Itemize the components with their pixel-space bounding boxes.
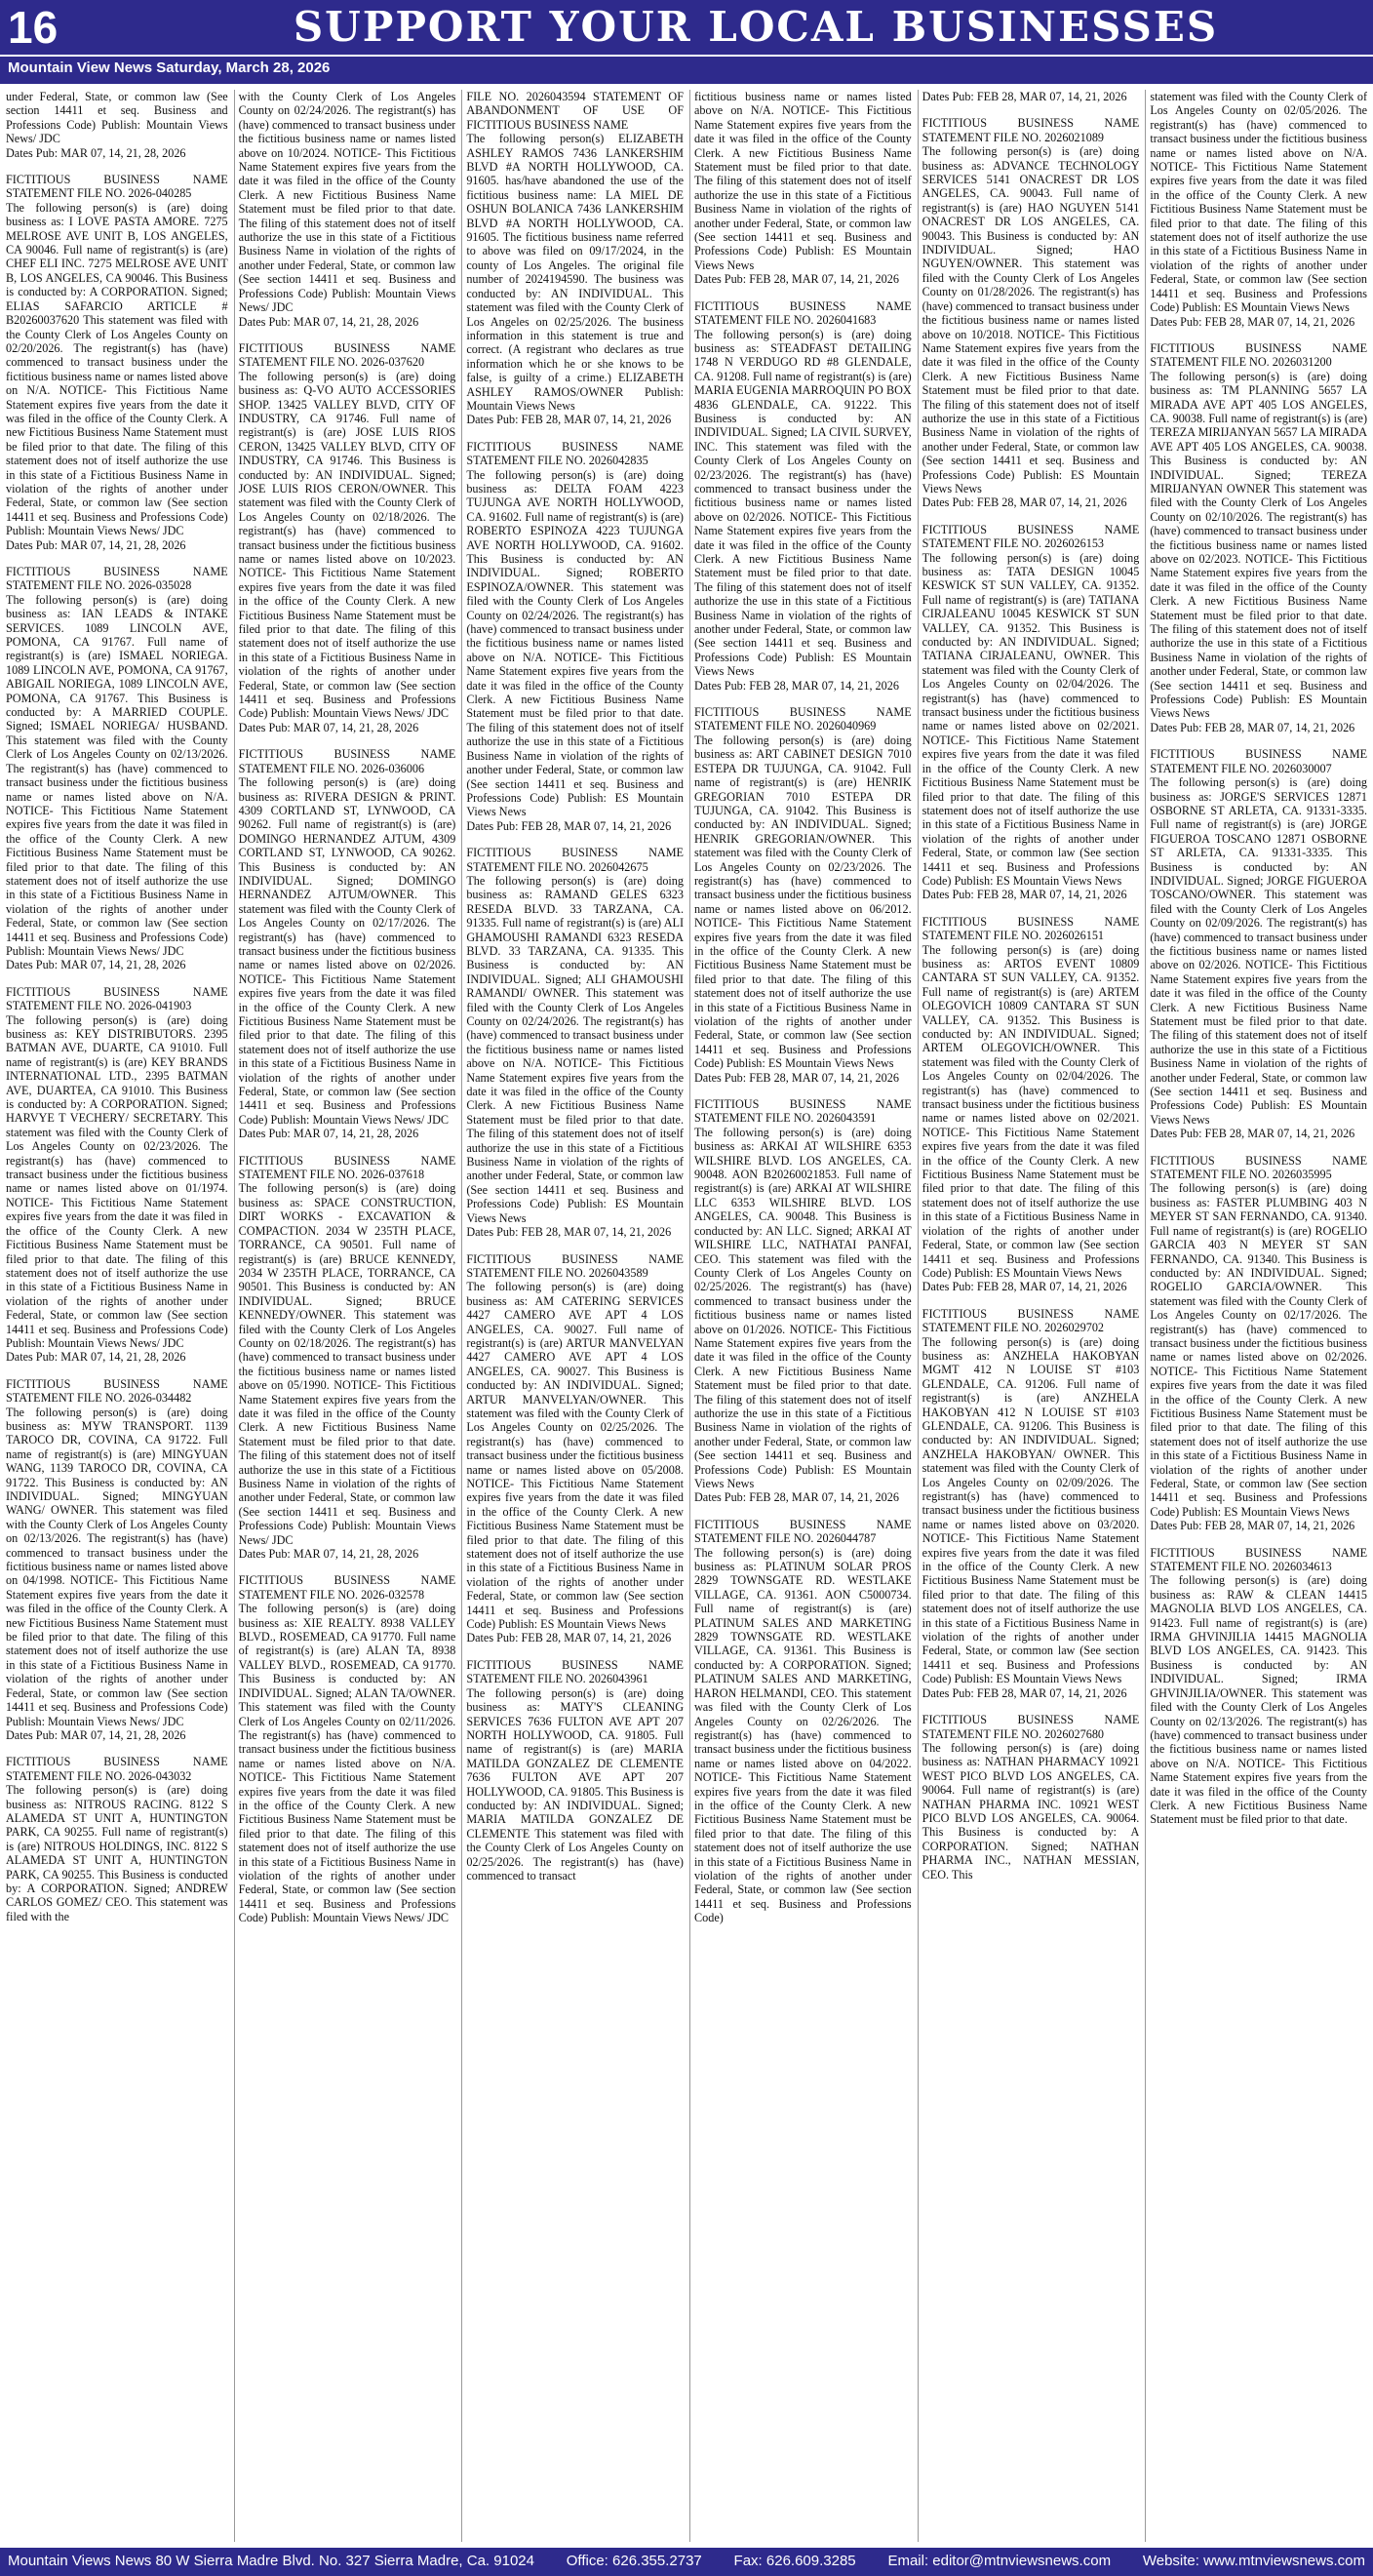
notice-body: The following person(s) is (are) doing business as: TM PLANNING 5657 LA MIRADA AVE APT 405 LOS ANGELES, CA. 90038. Full name of registrant(s) is (are) TEREZA MIRIJANYAN 5657 LA MIRADA AVE APT 405 LOS ANGELES, CA. 90038. This Business is conducted by: AN INDIVIDUAL. Signed; TEREZA MIRIJANYAN OWNER This statement was filed with the County Clerk of Los Angeles County on 02/10/2026. The registrant(s) has (have) commenced to transact business under the fictitious business name or names listed above on 02/2023. NOTICE- This Fictitious Name Statement expires five years from the date it was filed in the office of the County Clerk. A new Fictitious Business Name Statement must be filed prior to that date. The filing of this statement does not of itself authorize the use in this state of a Fictitious Business Name in violation of the rights of another under Federal, State, or common law (See section 14411 et seq. Business and Professions Code) Publish: ES Mountain Views News <box>1150 369 1367 721</box>
legal-notice <box>922 915 1140 1294</box>
notice-body: The following person(s) is (are) doing business as: RAW & CLEAN 14415 MAGNOLIA BLVD LOS ANGELES, CA. 91423. Full name of registrant(s) is (are) IRMA GHVINJILIA 14415 MAGNOLIA BLVD LOS ANGELES, CA. 91423. This Business is conducted by: AN INDIVIDUAL. Signed; IRMA GHVINJILIA/OWNER. This statement was filed with the County Clerk of Los Angeles County on 02/13/2026. The registrant(s) has (have) commenced to transact business under the fictitious business name or names listed above on N/A. NOTICE- This Fictitious Name Statement expires five years from the date it was filed in the office of the County Clerk. A new Fictitious Business Name Statement must be filed prior to that date. <box>1150 1573 1367 1827</box>
notice-body: The following person(s) is (are) doing business as: DELTA FOAM 4223 TUJUNGA AVE NORTH HOLLYWOOD, CA. 91602. Full name of registrant(s) is (are) ROBERTO ESPINOZA 4223 TUJUNGA AVE NORTH HOLLYWOOD, CA. 91602. This Business is conducted by: AN INDIVIDUAL. Signed; ROBERTO ESPINOZA/OWNER. This statement was filed with the County Clerk of Los Angeles County on 02/24/2026. The registrant(s) has (have) commenced to transact business under the fictitious business name or names listed above on N/A. NOTICE- This Fictitious Name Statement expires five years from the date it was filed in the office of the County Clerk. A new Fictitious Business Name Statement must be filed prior to that date. The filing of this statement does not of itself authorize the use in this state of a Fictitious Business Name in violation of the rights of another under Federal, State, or common law (See section 14411 et seq. Business and Professions Code) Publish: ES Mountain Views News <box>466 467 684 819</box>
notice-title: FICTITIOUS BUSINESS NAME STATEMENT FILE NO. 2026-036006 <box>238 747 456 775</box>
legal-notice <box>6 173 228 552</box>
legal-notice <box>1150 747 1367 1140</box>
notice-dates: Dates Pub: FEB 28, MAR 07, 14, 21, 2026 <box>466 1631 672 1645</box>
legal-notice <box>1150 341 1367 734</box>
notice-body: The following person(s) is (are) doing business as: STEADFAST DETAILING 1748 N VERDUGO RD #8 GLENDALE, CA. 91208. Full name of registrant(s) is (are) MARIA EUGENIA MARROQUIN PO BOX 4836 GLENDALE, CA. 91222. This Business is conducted by: AN INDIVIDUAL. Signed; LA CIVIL SURVEY, INC. This statement was filed with the County Clerk of Los Angeles County on 02/23/2026. The registrant(s) has (have) commenced to transact business under the fictitious business name or names listed above on 02/2026. NOTICE- This Fictitious Name Statement expires five years from the date it was filed in the office of the County Clerk. A new Fictitious Business Name Statement must be filed prior to that date. The filing of this statement does not of itself authorize the use in this state of a Fictitious Business Name in violation of the rights of another under Federal, State, or common law (See section 14411 et seq. Business and Professions Code) Publish: ES Mountain Views News <box>694 327 912 679</box>
notice-column-5 <box>918 90 1140 2542</box>
notice-body: The following person(s) is (are) doing business as: AM CATERING SERVICES 4427 CAMERO AVE APT 4 LOS ANGELES, CA. 90027. Full name of registrant(s) is (are) ARTUR MANVELYAN 4427 CAMERO AVE APT 4 LOS ANGELES, CA. 90027. This Business is conducted by: AN INDIVIDUAL. Signed; ARTUR MANVELYAN/OWNER. This statement was filed with the County Clerk of Los Angeles County on 02/25/2026. The registrant(s) has (have) commenced to transact business under the fictitious business name or names listed above on 05/2008. NOTICE- This Fictitious Name Statement expires five years from the date it was filed in the office of the County Clerk. A new Fictitious Business Name Statement must be filed prior to that date. The filing of this statement does not of itself authorize the use in this state of a Fictitious Business Name in violation of the rights of another under Federal, State, or common law (See section 14411 et seq. Business and Professions Code) Publish: ES Mountain Views News <box>466 1280 684 1632</box>
legal-notice <box>694 1518 912 1925</box>
notice-body: The following person(s) is (are) doing business as: MYW TRANSPORT. 1139 TAROCO DR, COVINA, CA 91722. Full name of registrant(s) is (are) MINGYUAN WANG, 1139 TAROCO DR, COVINA, CA 91722. This Business is conducted by: AN INDIVIDUAL. Signed; MINGYUAN WANG/ OWNER. This statement was filed with the County Clerk of Los Angeles County on 02/13/2026. The registrant(s) has (have) commenced to transact business under the fictitious business name or names listed above on 04/1998. NOTICE- This Fictitious Name Statement expires five years from the date it was filed in the office of the County Clerk. A new Fictitious Business Name Statement must be filed prior to that date. The filing of this statement does not of itself authorize the use in this state of a Fictitious Business Name in violation of the rights of another under Federal, State, or common law (See section 14411 et seq. Business and Professions Code) Publish: Mountain Views News/ JDC <box>6 1405 228 1728</box>
notice-body: The following person(s) is (are) doing business as: RIVERA DESIGN & PRINT. 4309 CORTLAND ST, LYNWOOD, CA 90262. Full name of registrant(s) is (are) DOMINGO HERNANDEZ AJTUM, 4309 CORTLAND ST, LYNWOOD, CA 90262. This Business is conducted by: AN INDIVIDUAL. Signed; DOMINGO HERNANDEZ AJTUM/OWNER. This statement was filed with the County Clerk of Los Angeles County on 02/17/2026. The registrant(s) has (have) commenced to transact business under the fictitious business name or names listed above on 02/2026. NOTICE- This Fictitious Name Statement expires five years from the date it was filed in the office of the County Clerk. A new Fictitious Business Name Statement must be filed prior to that date. The filing of this statement does not of itself authorize the use in this state of a Fictitious Business Name in violation of the rights of another under Federal, State, or common law (See section 14411 et seq. Business and Professions Code) Publish: Mountain Views News/ JDC <box>238 775 456 1127</box>
notice-title: FICTITIOUS BUSINESS NAME STATEMENT FILE NO. 2026-040285 <box>6 173 228 201</box>
legal-notice <box>694 705 912 1085</box>
notice-title: FICTITIOUS BUSINESS NAME STATEMENT FILE NO. 2026026151 <box>922 914 1140 943</box>
legal-notice <box>6 565 228 972</box>
legal-notices-columns <box>6 90 1367 2542</box>
notice-title: FILE NO. 2026043594 STATEMENT OF ABANDONMENT OF USE OF FICTITIOUS BUSINESS NAME <box>466 90 684 132</box>
notice-body: The following person(s) is (are) doing business as: ANZHELA HAKOBYAN MGMT 412 N LOUISE ST #103 GLENDALE, CA. 91206. Full name of registrant(s) is (are) ANZHELA HAKOBYAN 412 N LOUISE ST #103 GLENDALE, CA. 91206. This Business is conducted by: AN INDIVIDUAL. Signed; ANZHELA HAKOBYAN/ OWNER. This statement was filed with the County Clerk of Los Angeles County on 02/09/2026. The registrant(s) has (have) commenced to transact business under the fictitious business name or names listed above on 03/2020. NOTICE- This Fictitious Name Statement expires five years from the date it was filed in the office of the County Clerk. A new Fictitious Business Name Statement must be filed prior to that date. The filing of this statement does not of itself authorize the use in this state of a Fictitious Business Name in violation of the rights of another under Federal, State, or common law (See section 14411 et seq. Business and Professions Code) Publish: ES Mountain Views News <box>922 1334 1140 1686</box>
section-title: SUPPORT YOUR LOCAL BUSINESSES <box>293 3 1219 51</box>
notice-dates: Dates Pub: FEB 28, MAR 07, 14, 21, 2026 <box>922 90 1127 103</box>
notice-title: FICTITIOUS BUSINESS NAME STATEMENT FILE NO. 2026021089 <box>922 116 1140 144</box>
notice-body: The following person(s) is (are) doing business as: IAN LEADS & INTAKE SERVICES. 1089 LINCOLN AVE, POMONA, CA 91767. Full name of registrant(s) is (are) ISMAEL NORIEGA. 1089 LINCOLN AVE, POMONA, CA 91767, ABIGAIL NORIEGA, 1089 LINCOLN AVE, POMONA, CA 91767. This Business is conducted by: A MARRIED COUPLE. Signed; ISMAEL NORIEGA/ HUSBAND. This statement was filed with the County Clerk of Los Angeles County on 02/13/2026. The registrant(s) has (have) commenced to transact business under the fictitious business name or names listed above on N/A. NOTICE- This Fictitious Name Statement expires five years from the date it was filed in the office of the County Clerk. A new Fictitious Business Name Statement must be filed prior to that date. The filing of this statement does not of itself authorize the use in this state of a Fictitious Business Name in violation of the rights of another under Federal, State, or common law (See section 14411 et seq. Business and Professions Code) Publish: Mountain Views News/ JDC <box>6 592 228 958</box>
notice-body: statement was filed with the County Clerk of Los Angeles County on 02/05/2026. The registrant(s) has (have) commenced to transact business under the fictitious business name or names listed above on N/A. NOTICE- This Fictitious Name Statement expires five years from the date it was filed in the office of the County Clerk. A new Fictitious Business Name Statement must be filed prior to that date. The filing of this statement does not of itself authorize the use in this state of a Fictitious Business Name in violation of the rights of another under Federal, State, or common law (See section 14411 et seq. Business and Professions Code) Publish: ES Mountain Views News <box>1150 90 1367 315</box>
legal-notice <box>6 985 228 1365</box>
legal-notice <box>922 1307 1140 1700</box>
notice-body: The following person(s) is (are) doing business as: MATY'S CLEANING SERVICES 7636 FULTON AVE APT 207 NORTH HOLLYWOOD, CA. 91805. Full name of registrant(s) is (are) MARIA MATILDA GONZALEZ DE CLEMENTE 7636 FULTON AVE APT 207 HOLLYWOOD, CA. 91805. This Business is conducted by: AN INDIVIDUAL. Signed; MARIA MATILDA GONZALEZ DE CLEMENTE This statement was filed with the County Clerk of Los Angeles County on 02/25/2026. The registrant(s) has (have) commenced to transact <box>466 1685 684 1882</box>
footer-office-phone: Office: 626.355.2737 <box>566 2553 702 2569</box>
notice-title: FICTITIOUS BUSINESS NAME STATEMENT FILE NO. 2026029702 <box>922 1306 1140 1335</box>
notice-body: The following person(s) is (are) doing business as: TATA DESIGN 10045 KESWICK ST SUN VALLEY, CA. 91352. Full name of registrant(s) is (are) TATIANA CIRJALEANU 10045 KESWICK ST SUN VALLEY, CA. 91352. This Business is conducted by: AN INDIVIDUAL. Signed; TATIANA CIRJALEANU, OWNER. This statement was filed with the County Clerk of Los Angeles County on 02/04/2026. The registrant(s) has (have) commenced to transact business under the fictitious business name or names listed above on 02/2021. NOTICE- This Fictitious Name Statement expires five years from the date it was filed in the office of the County Clerk. A new Fictitious Business Name Statement must be filed prior to that date. The filing of this statement does not of itself authorize the use in this state of a Fictitious Business Name in violation of the rights of another under Federal, State, or common law (See section 14411 et seq. Business and Professions Code) Publish: ES Mountain Views News <box>922 550 1140 888</box>
notice-dates: Dates Pub: FEB 28, MAR 07, 14, 21, 2026 <box>922 1685 1127 1700</box>
legal-notice <box>694 90 912 287</box>
notice-body: The following person(s) is (are) doing business as: KEY DISTRIBUTORS. 2395 BATMAN AVE, DUARTE, CA 91010. Full name of registrant(s) is (are) KEY BRANDS INTERNATIONAL LTD., 2395 BATMAN AVE, DUARTEA, CA 91010. This Business is conducted by: A CORPORATION. Signed; HARVYE T VECHERY/ SECRETARY. This statement was filed with the County Clerk of Los Angeles County on 02/23/2026. The registrant(s) has (have) commenced to transact business under the fictitious business name or names listed above on 01/1974. NOTICE- This Fictitious Name Statement expires five years from the date it was filed in the office of the County Clerk. A new Fictitious Business Name Statement must be filed prior to that date. The filing of this statement does not of itself authorize the use in this state of a Fictitious Business Name in violation of the rights of another under Federal, State, or common law (See section 14411 et seq. Business and Professions Code) Publish: Mountain Views News/ JDC <box>6 1012 228 1350</box>
legal-notice <box>922 116 1140 509</box>
notice-title: FICTITIOUS BUSINESS NAME STATEMENT FILE NO. 2026-043032 <box>6 1755 228 1783</box>
notice-title: FICTITIOUS BUSINESS NAME STATEMENT FILE NO. 2026-041903 <box>6 984 228 1013</box>
legal-notice <box>239 1154 456 1562</box>
notice-body: The following person(s) is (are) doing business as: XIE REALTY. 8938 VALLEY BLVD., ROSEMEAD, CA 91770. Full name of registrant(s) is (are) ALAN TA, 8938 VALLEY BLVD., ROSEMEAD, CA 91770. This Business is conducted by: AN INDIVIDUAL. Signed; ALAN TA/OWNER. This statement was filed with the County Clerk of Los Angeles County on 02/11/2026. The registrant(s) has (have) commenced to transact business under the fictitious business name or names listed above on N/A. NOTICE- This Fictitious Name Statement expires five years from the date it was filed in the office of the County Clerk. A new Fictitious Business Name Statement must be filed prior to that date. The filing of this statement does not of itself authorize the use in this state of a Fictitious Business Name in violation of the rights of another under Federal, State, or common law (See section 14411 et seq. Business and Professions Code) Publish: Mountain Views News/ JDC <box>238 1602 456 1925</box>
legal-notice <box>466 1658 684 1883</box>
notice-title: FICTITIOUS BUSINESS NAME STATEMENT FILE NO. 2026-032578 <box>238 1573 456 1602</box>
footer-info <box>8 2553 1365 2569</box>
notice-dates: Dates Pub: FEB 28, MAR 07, 14, 21, 2026 <box>466 413 672 427</box>
notice-body: The following person(s) is (are) doing business as: ART CABINET DESIGN 7010 ESTEPA DR TUJUNGA, CA. 91042. Full name of registrant(s) is (are) HENRIK GREGORIAN 7010 ESTEPA DR TUJUNGA, CA. 91042. This Business is conducted by: AN INDIVIDUAL. Signed; HENRIK GREGORIAN/OWNER. This statement was filed with the County Clerk of Los Angeles County on 02/23/2026. The registrant(s) has (have) commenced to transact business under the fictitious business name or names listed above on 06/2012. NOTICE- This Fictitious Name Statement expires five years from the date it was filed in the office of the County Clerk. A new Fictitious Business Name Statement must be filed prior to that date. The filing of this statement does not of itself authorize the use in this state of a Fictitious Business Name in violation of the rights of another under Federal, State, or common law (See section 14411 et seq. Business and Professions Code) Publish: ES Mountain Views News <box>694 733 912 1071</box>
notice-body: The following person(s) is (are) doing business as: ADVANCE TECHNOLOGY SERVICES 5141 ONACREST DR LOS ANGELES, CA. 90043. Full name of registrant(s) is (are) HAO NGUYEN 5141 ONACREST DR LOS ANGELES, CA. 90043. This Business is conducted by: AN INDIVIDUAL. Signed; HAO NGUYEN/OWNER. This statement was filed with the County Clerk of Los Angeles County on 01/28/2026. The registrant(s) has (have) commenced to transact business under the fictitious business name or names listed above on 10/2018. NOTICE- This Fictitious Name Statement expires five years from the date it was filed in the office of the County Clerk. A new Fictitious Business Name Statement must be filed prior to that date. The filing of this statement does not of itself authorize the use in this state of a Fictitious Business Name in violation of the rights of another under Federal, State, or common law (See section 14411 et seq. Business and Professions Code) Publish: ES Mountain Views News <box>922 144 1140 495</box>
notice-title: FICTITIOUS BUSINESS NAME STATEMENT FILE NO. 2026044787 <box>694 1517 912 1546</box>
notice-body: The following person(s) is (are) doing business as: FASTER PLUMBING 403 N MEYER ST SAN FERNANDO, CA. 91340. Full name of registrant(s) is (are) ROGELIO GARCIA 403 N MEYER ST SAN FERNANDO, CA. 91340. This Business is conducted by: AN INDIVIDUAL. Signed; ROGELIO GARCIA/OWNER. This statement was filed with the County Clerk of Los Angeles County on 02/17/2026. The registrant(s) has (have) commenced to transact business under the fictitious business name or names listed above on 02/2026. NOTICE- This Fictitious Name Statement expires five years from the date it was filed in the office of the County Clerk. A new Fictitious Business Name Statement must be filed prior to that date. The filing of this statement does not of itself authorize the use in this state of a Fictitious Business Name in violation of the rights of another under Federal, State, or common law (See section 14411 et seq. Business and Professions Code) Publish: ES Mountain Views News <box>1150 1181 1367 1519</box>
notice-dates: Dates Pub: MAR 07, 14, 21, 28, 2026 <box>238 314 419 329</box>
legal-notice <box>239 747 456 1140</box>
legal-notice <box>466 440 684 833</box>
notice-dates: Dates Pub: FEB 28, MAR 07, 14, 21, 2026 <box>1150 1127 1355 1141</box>
notice-title: FICTITIOUS BUSINESS NAME STATEMENT FILE NO. 2026026153 <box>922 522 1140 551</box>
notice-column-1 <box>6 90 228 2542</box>
legal-notice <box>466 846 684 1239</box>
notice-dates: Dates Pub: MAR 07, 14, 21, 28, 2026 <box>238 1127 419 1141</box>
notice-column-2 <box>234 90 456 2542</box>
notice-dates: Dates Pub: FEB 28, MAR 07, 14, 21, 2026 <box>1150 1519 1355 1533</box>
notice-body: The following person(s) is (are) doing business as: ARKAI AT WILSHIRE 6353 WILSHIRE BLVD. LOS ANGELES, CA. 90048. AON B20260021853. Full name of registrant(s) is (are) ARKAI AT WILSHIRE LLC 6353 WILSHIRE BLVD. LOS ANGELES, CA. 90048. This Business is conducted by: AN LLC. Signed; ARKAI AT WILSHIRE LLC, NATHATAI PANFAI, CEO. This statement was filed with the County Clerk of Los Angeles County on 02/25/2026. The registrant(s) has (have) commenced to transact business under the fictitious business name or names listed above on 01/2026. NOTICE- This Fictitious Name Statement expires five years from the date it was filed in the office of the County Clerk. A new Fictitious Business Name Statement must be filed prior to that date. The filing of this statement does not of itself authorize the use in this state of a Fictitious Business Name in violation of the rights of another under Federal, State, or common law (See section 14411 et seq. Business and Professions Code) Publish: ES Mountain Views News <box>694 1125 912 1490</box>
notice-dates: Dates Pub: FEB 28, MAR 07, 14, 21, 2026 <box>466 818 672 833</box>
legal-notice <box>239 90 456 329</box>
notice-title: FICTITIOUS BUSINESS NAME STATEMENT FILE NO. 2026041683 <box>694 298 912 328</box>
legal-notice <box>6 1377 228 1743</box>
notice-dates: Dates Pub: FEB 28, MAR 07, 14, 21, 2026 <box>922 495 1127 510</box>
notice-dates: Dates Pub: MAR 07, 14, 21, 28, 2026 <box>6 537 186 552</box>
legal-notice <box>922 90 1140 103</box>
notice-body: The following person(s) is (are) doing business as: PLATINUM SOLAR PROS 2829 TOWNSGATE RD. WESTLAKE VILLAGE, CA. 91361. AON C5000734. Full name of registrant(s) is (are) PLATINUM SALES AND MARKETING 2829 TOWNSGATE RD. WESTLAKE VILLAGE, CA. 91361. This Business is conducted by: A CORPORATION. Signed; PLATINUM SALES AND MARKETING, HARON HELMANDI, CEO. This statement was filed with the County Clerk of Los Angeles County on 02/26/2026. The registrant(s) has (have) commenced to transact business under the fictitious business name or names listed above on 04/2022. NOTICE- This Fictitious Name Statement expires five years from the date it was filed in the office of the County Clerk. A new Fictitious Business Name Statement must be filed prior to that date. The filing of this statement does not of itself authorize the use in this state of a Fictitious Business Name in violation of the rights of another under Federal, State, or common law (See section 14411 et seq. Business and Professions Code) <box>694 1545 912 1925</box>
notice-title: FICTITIOUS BUSINESS NAME STATEMENT FILE NO. 2026034613 <box>1150 1545 1367 1574</box>
notice-column-4 <box>689 90 912 2542</box>
notice-body: The following person(s) is (are) doing business as: RAMAND GELES 6323 RESEDA BLVD. 33 TARZANA, CA. 91335. Full name of registrant(s) is (are) ALI GHAMOUSHI RAMANDI 6323 RESEDA BLVD. 33 TARZANA, CA. 91335. This Business is conducted by: AN INDIVIDUAL. Signed; ALI GHAMOUSHI RAMANDI/ OWNER. This statement was filed with the County Clerk of Los Angeles County on 02/24/2026. The registrant(s) has (have) commenced to transact business under the fictitious business name or names listed above on N/A. NOTICE- This Fictitious Name Statement expires five years from the date it was filed in the office of the County Clerk. A new Fictitious Business Name Statement must be filed prior to that date. The filing of this statement does not of itself authorize the use in this state of a Fictitious Business Name in violation of the rights of another under Federal, State, or common law (See section 14411 et seq. Business and Professions Code) Publish: ES Mountain Views News <box>466 873 684 1225</box>
legal-notice <box>6 1755 228 1923</box>
notice-dates: Dates Pub: MAR 07, 14, 21, 28, 2026 <box>238 1547 419 1562</box>
legal-notice <box>694 299 912 693</box>
notice-dates: Dates Pub: FEB 28, MAR 07, 14, 21, 2026 <box>922 1280 1127 1294</box>
notice-body: The following person(s) is (are) doing business as: Q-VO AUTO ACCESSORIES SHOP. 13425 VALLEY BLVD, CITY OF INDUSTRY, CA 91746. Full name of registrant(s) is (are) JOSE LUIS RIOS CERON, 13425 VALLEY BLVD, CITY OF INDUSTRY, CA 91746. This Business is conducted by: AN INDIVIDUAL. Signed; JOSE LUIS RIOS CERON/OWNER. This statement was filed with the County Clerk of Los Angeles County on 02/18/2026. The registrant(s) has (have) commenced to transact business under the fictitious business name or names listed above on 10/2023. NOTICE- This Fictitious Name Statement expires five years from the date it was filed in the office of the County Clerk. A new Fictitious Business Name Statement must be filed prior to that date. The filing of this statement does not of itself authorize the use in this state of a Fictitious Business Name in violation of the rights of another under Federal, State, or common law (See section 14411 et seq. Business and Professions Code) Publish: Mountain Views News/ JDC <box>238 369 456 721</box>
notice-title: FICTITIOUS BUSINESS NAME STATEMENT FILE NO. 2026027680 <box>922 1713 1140 1741</box>
notice-dates: Dates Pub: FEB 28, MAR 07, 14, 21, 2026 <box>466 1225 672 1240</box>
notice-title: FICTITIOUS BUSINESS NAME STATEMENT FILE NO. 2026031200 <box>1150 340 1367 370</box>
page-number: 16 <box>8 2 59 53</box>
notice-title: FICTITIOUS BUSINESS NAME STATEMENT FILE NO. 2026043589 <box>466 1251 684 1280</box>
notice-dates: Dates Pub: FEB 28, MAR 07, 14, 21, 2026 <box>1150 720 1355 734</box>
notice-body: with the County Clerk of Los Angeles County on 02/24/2026. The registrant(s) has (have) commenced to transact business under the fictitious business name or names listed above on 10/2024. NOTICE- This Fictitious Name Statement expires five years from the date it was filed in the office of the County Clerk. A new Fictitious Business Name Statement must be filed prior to that date. The filing of this statement does not of itself authorize the use in this state of a Fictitious Business Name in violation of the rights of another under Federal, State, or common law (See section 14411 et seq. Business and Professions Code) Publish: Mountain Views News/ JDC <box>238 90 456 315</box>
legal-notice <box>6 90 228 160</box>
legal-notice <box>239 341 456 734</box>
footer-fax: Fax: 626.609.3285 <box>733 2553 856 2569</box>
notice-body: The following person(s) is (are) doing business as: SPACE CONSTRUCTION, DIRT WORKS - EXCAVATION & COMPACTION. 2034 W 235TH PLACE, TORRANCE, CA 90501. Full name of registrant(s) is (are) BRUCE KENNEDY, 2034 W 235TH PLACE, TORRANCE, CA 90501. This Business is conducted by: AN INDIVIDUAL. Signed; BRUCE KENNEDY/OWNER. This statement was filed with the County Clerk of Los Angeles County on 02/18/2026. The registrant(s) has (have) commenced to transact business under the fictitious business name or names listed above on 05/1990. NOTICE- This Fictitious Name Statement expires five years from the date it was filed in the office of the County Clerk. A new Fictitious Business Name Statement must be filed prior to that date. The filing of this statement does not of itself authorize the use in this state of a Fictitious Business Name in violation of the rights of another under Federal, State, or common law (See section 14411 et seq. Business and Professions Code) Publish: Mountain Views News/ JDC <box>238 1181 456 1547</box>
notice-body: under Federal, State, or common law (See section 14411 et seq. Business and Professions Code) Publish: Mountain Views News/ JDC <box>6 90 228 146</box>
legal-notice <box>1150 90 1367 329</box>
notice-title: FICTITIOUS BUSINESS NAME STATEMENT FILE NO. 2026042835 <box>466 439 684 468</box>
notice-title: FICTITIOUS BUSINESS NAME STATEMENT FILE NO. 2026042675 <box>466 846 684 874</box>
notice-dates: Dates Pub: FEB 28, MAR 07, 14, 21, 2026 <box>694 1070 899 1085</box>
notice-body: fictitious business name or names listed above on N/A. NOTICE- This Fictitious Name Statement expires five years from the date it was filed in the office of the County Clerk. A new Fictitious Business Name Statement must be filed prior to that date. The filing of this statement does not of itself authorize the use in this state of a Fictitious Business Name in violation of the rights of another under Federal, State, or common law (See section 14411 et seq. Business and Professions Code) Publish: ES Mountain Views News <box>694 90 912 272</box>
legal-notice <box>922 523 1140 902</box>
notice-dates: Dates Pub: MAR 07, 14, 21, 28, 2026 <box>238 720 419 734</box>
notice-dates: Dates Pub: FEB 28, MAR 07, 14, 21, 2026 <box>1150 314 1355 329</box>
notice-body: The following person(s) ELIZABETH ASHLEY RAMOS 7436 LANKERSHIM BLVD #A NORTH HOLLYWOOD, CA. 91605. has/have abandoned the use of the fictitious business name: LA MIEL DE OSHUN BOLANICA 7436 LANKERSHIM BLVD #A NORTH HOLLYWOOD, CA. 91605. The fictitious business name referred to above was filed on 09/17/2024, in the county of Los Angeles. The original file number of 2024194590. The business was conducted by: AN INDIVIDUAL. This statement was filed with the County Clerk of Los Angeles on 02/25/2026. The business information in this statement is true and correct. (A registrant who declares as true information which he or she knows to be false, is guilty of a crime.) ELIZABETH ASHLEY RAMOS/OWNER Publish: Mountain Views News <box>466 132 684 413</box>
notice-title: FICTITIOUS BUSINESS NAME STATEMENT FILE NO. 2026043591 <box>694 1097 912 1126</box>
notice-title: FICTITIOUS BUSINESS NAME STATEMENT FILE NO. 2026035995 <box>1150 1153 1367 1182</box>
notice-dates: Dates Pub: MAR 07, 14, 21, 28, 2026 <box>6 958 186 972</box>
footer-website: Website: www.mtnviewsnews.com <box>1142 2553 1365 2569</box>
footer-address: Mountain Views News 80 W Sierra Madre Blvd. No. 327 Sierra Madre, Ca. 91024 <box>8 2553 534 2569</box>
issue-bar <box>0 55 1373 84</box>
notice-body: The following person(s) is (are) doing business as: NATHAN PHARMACY 10921 WEST PICO BLVD LOS ANGELES, CA. 90064. Full name of registrant(s) is (are) NATHAN PHARMA INC. 10921 WEST PICO BLVD LOS ANGELES, CA. 90064. This Business is conducted by: A CORPORATION. Signed; NATHAN PHARMA INC., NATHAN MESSIAN, CEO. This <box>922 1740 1140 1882</box>
notice-dates: Dates Pub: FEB 28, MAR 07, 14, 21, 2026 <box>922 888 1127 902</box>
notice-title: FICTITIOUS BUSINESS NAME STATEMENT FILE NO. 2026-037620 <box>238 340 456 370</box>
notice-dates: Dates Pub: MAR 07, 14, 21, 28, 2026 <box>6 145 186 160</box>
notice-body: The following person(s) is (are) doing business as: ARTOS EVENT 10809 CANTARA ST SUN VALLEY, CA. 91352. Full name of registrant(s) is (are) ARTEM OLEGOVICH 10809 CANTARA ST SUN VALLEY, CA. 91352. This Business is conducted by: AN INDIVIDUAL. Signed; ARTEM OLEGOVICH/OWNER. This statement was filed with the County Clerk of Los Angeles County on 02/04/2026. The registrant(s) has (have) commenced to transact business under the fictitious business name or names listed above on 02/2021. NOTICE- This Fictitious Name Statement expires five years from the date it was filed in the office of the County Clerk. A new Fictitious Business Name Statement must be filed prior to that date. The filing of this statement does not of itself authorize the use in this state of a Fictitious Business Name in violation of the rights of another under Federal, State, or common law (See section 14411 et seq. Business and Professions Code) Publish: ES Mountain Views News <box>922 942 1140 1280</box>
notice-title: FICTITIOUS BUSINESS NAME STATEMENT FILE NO. 2026040969 <box>694 705 912 733</box>
notice-body: The following person(s) is (are) doing business as: NITROUS RACING. 8122 S ALAMEDA ST UNIT A, HUNTINGTON PARK, CA 90255. Full name of registrant(s) is (are) NITROUS HOLDINGS, INC. 8122 S ALAMEDA ST UNIT A, HUNTINGTON PARK, CA 90255. This Business is conducted by: A CORPORATION. Signed; ANDREW CARLOS GOMEZ/ CEO. This statement was filed with the <box>6 1783 228 1923</box>
notice-title: FICTITIOUS BUSINESS NAME STATEMENT FILE NO. 2026-035028 <box>6 565 228 593</box>
legal-notice <box>239 1573 456 1924</box>
legal-notice <box>1150 1154 1367 1533</box>
footer <box>0 2548 1373 2576</box>
notice-title: FICTITIOUS BUSINESS NAME STATEMENT FILE NO. 2026-037618 <box>238 1153 456 1182</box>
notice-body: The following person(s) is (are) doing business as: I LOVE PASTA AMORE. 7275 MELROSE AVE UNIT B, LOS ANGELES, CA 90046. Full name of registrant(s) is (are) CHEF ELI INC. 7275 MELROSE AVE UNIT B, LOS ANGELES, CA 90046. This Business is conducted by: A CORPORATION. Signed; ELIAS SAFARCIO ARTICLE # B20260037620 This statement was filed with the County Clerk of Los Angeles County on 02/20/2026. The registrant(s) has (have) commenced to transact business under the fictitious business name or names listed above on N/A. NOTICE- This Fictitious Name Statement expires five years from the date it was filed in the office of the County Clerk. A new Fictitious Business Name Statement must be filed prior to that date. The filing of this statement does not of itself authorize the use in this state of a Fictitious Business Name in violation of the rights of another under Federal, State, or common law (See section 14411 et seq. Business and Professions Code) Publish: Mountain Views News/ JDC <box>6 200 228 538</box>
notice-title: FICTITIOUS BUSINESS NAME STATEMENT FILE NO. 2026-034482 <box>6 1376 228 1406</box>
legal-notice <box>466 1252 684 1645</box>
notice-title: FICTITIOUS BUSINESS NAME STATEMENT FILE NO. 2026043961 <box>466 1657 684 1686</box>
legal-notice <box>694 1097 912 1505</box>
legal-notice <box>922 1713 1140 1882</box>
notice-dates: Dates Pub: MAR 07, 14, 21, 28, 2026 <box>6 1727 186 1742</box>
notice-column-6 <box>1145 90 1367 2542</box>
notice-dates: Dates Pub: MAR 07, 14, 21, 28, 2026 <box>6 1350 186 1365</box>
issue-date: Mountain View News Saturday, March 28, 2026 <box>8 59 331 76</box>
notice-column-3 <box>461 90 684 2542</box>
notice-dates: Dates Pub: FEB 28, MAR 07, 14, 21, 2026 <box>694 272 899 287</box>
legal-notice <box>466 90 684 427</box>
notice-title: FICTITIOUS BUSINESS NAME STATEMENT FILE NO. 2026030007 <box>1150 747 1367 775</box>
masthead <box>0 0 1373 55</box>
footer-email: Email: editor@mtnviewsnews.com <box>887 2553 1112 2569</box>
legal-notice <box>1150 1546 1367 1827</box>
notice-dates: Dates Pub: FEB 28, MAR 07, 14, 21, 2026 <box>694 1490 899 1505</box>
notice-dates: Dates Pub: FEB 28, MAR 07, 14, 21, 2026 <box>694 678 899 693</box>
notice-body: The following person(s) is (are) doing business as: JORGE'S SERVICES 12871 OSBORNE ST ARLETA, CA. 91331-3335. Full name of registrant(s) is (are) JORGE FIGUEROA TOSCANO 12871 OSBORNE ST ARLETA, CA. 91331-3335. This Business is conducted by: AN INDIVIDUAL. Signed; JORGE FIGUEROA TOSCANO/OWNER. This statement was filed with the County Clerk of Los Angeles County on 02/09/2026. The registrant(s) has (have) commenced to transact business under the fictitious business name or names listed above on 02/2026. NOTICE- This Fictitious Name Statement expires five years from the date it was filed in the office of the County Clerk. A new Fictitious Business Name Statement must be filed prior to that date. The filing of this statement does not of itself authorize the use in this state of a Fictitious Business Name in violation of the rights of another under Federal, State, or common law (See section 14411 et seq. Business and Professions Code) Publish: ES Mountain Views News <box>1150 775 1367 1127</box>
